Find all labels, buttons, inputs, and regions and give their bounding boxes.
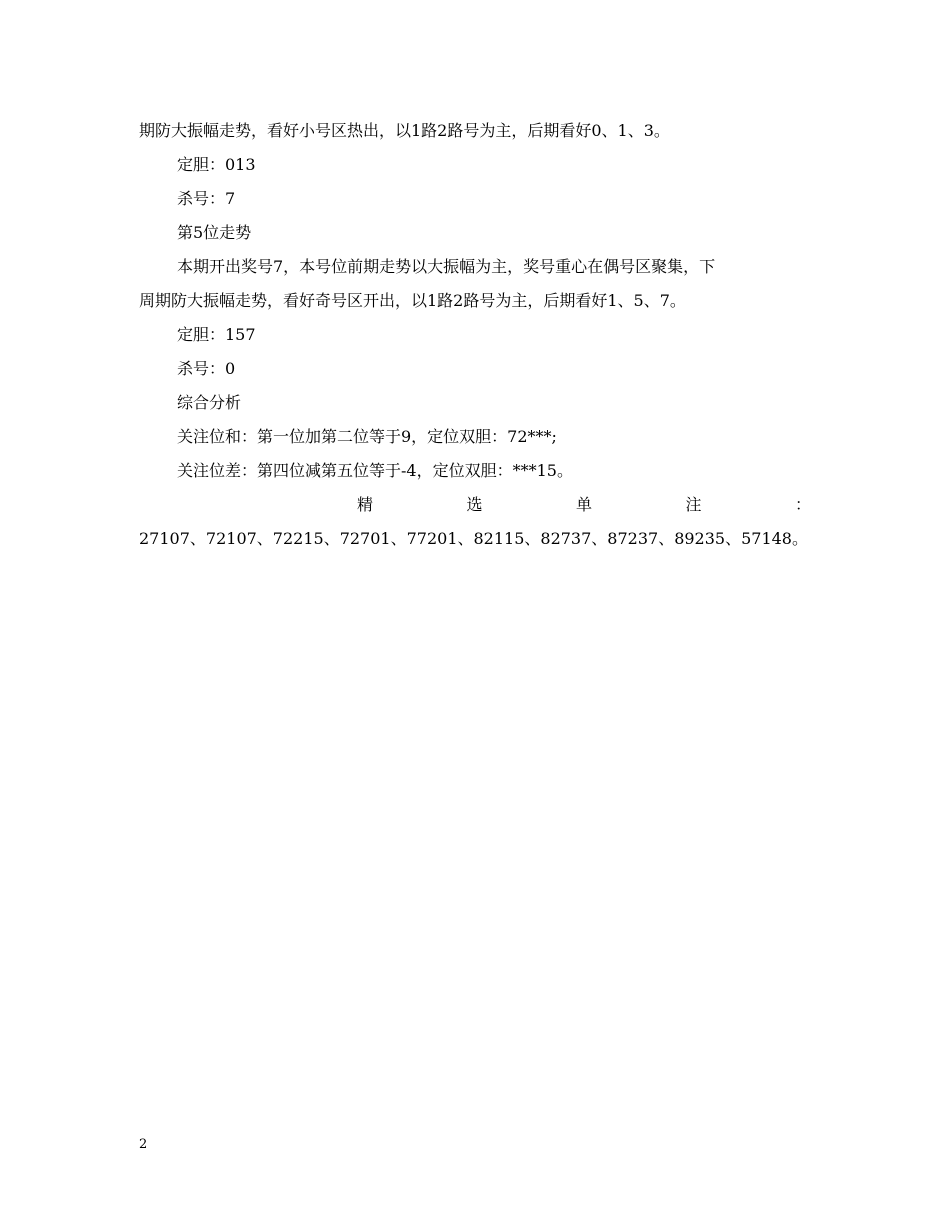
- dingdan-line: 定胆：157: [177, 325, 256, 344]
- selected-label-char: 注: [685, 495, 702, 514]
- paragraph-line: 期防大振幅走势，看好小号区热出，以1路2路号为主，后期看好0、1、3。: [139, 121, 670, 140]
- focus-diff-line: 关注位差：第四位减第五位等于-4，定位双胆：***15。: [177, 461, 573, 480]
- selected-label-char: 精: [357, 495, 374, 514]
- page-number: 2: [139, 1137, 148, 1152]
- paragraph-line: 周期防大振幅走势，看好奇号区开出，以1路2路号为主，后期看好1、5、7。: [139, 291, 686, 310]
- selected-label: [139, 488, 811, 522]
- dingdan-line: 定胆：013: [177, 155, 256, 174]
- document-body: [139, 114, 811, 556]
- shahao-line: 杀号：0: [177, 359, 236, 378]
- selected-label-char: 单: [575, 495, 592, 514]
- section-heading: 第5位走势: [177, 223, 252, 242]
- paragraph-line: 本期开出奖号7，本号位前期走势以大振幅为主，奖号重心在偶号区聚集，下: [177, 257, 716, 276]
- selected-label-char: 选: [466, 495, 483, 514]
- focus-sum-line: 关注位和：第一位加第二位等于9，定位双胆：72***;: [177, 427, 557, 446]
- selected-label-char: ：: [794, 495, 811, 514]
- shahao-line: 杀号：7: [177, 189, 236, 208]
- selected-numbers: 27107、72107、72215、72701、77201、82115、82737、87237、89235、57148。: [139, 529, 808, 548]
- section-heading: 综合分析: [177, 393, 242, 412]
